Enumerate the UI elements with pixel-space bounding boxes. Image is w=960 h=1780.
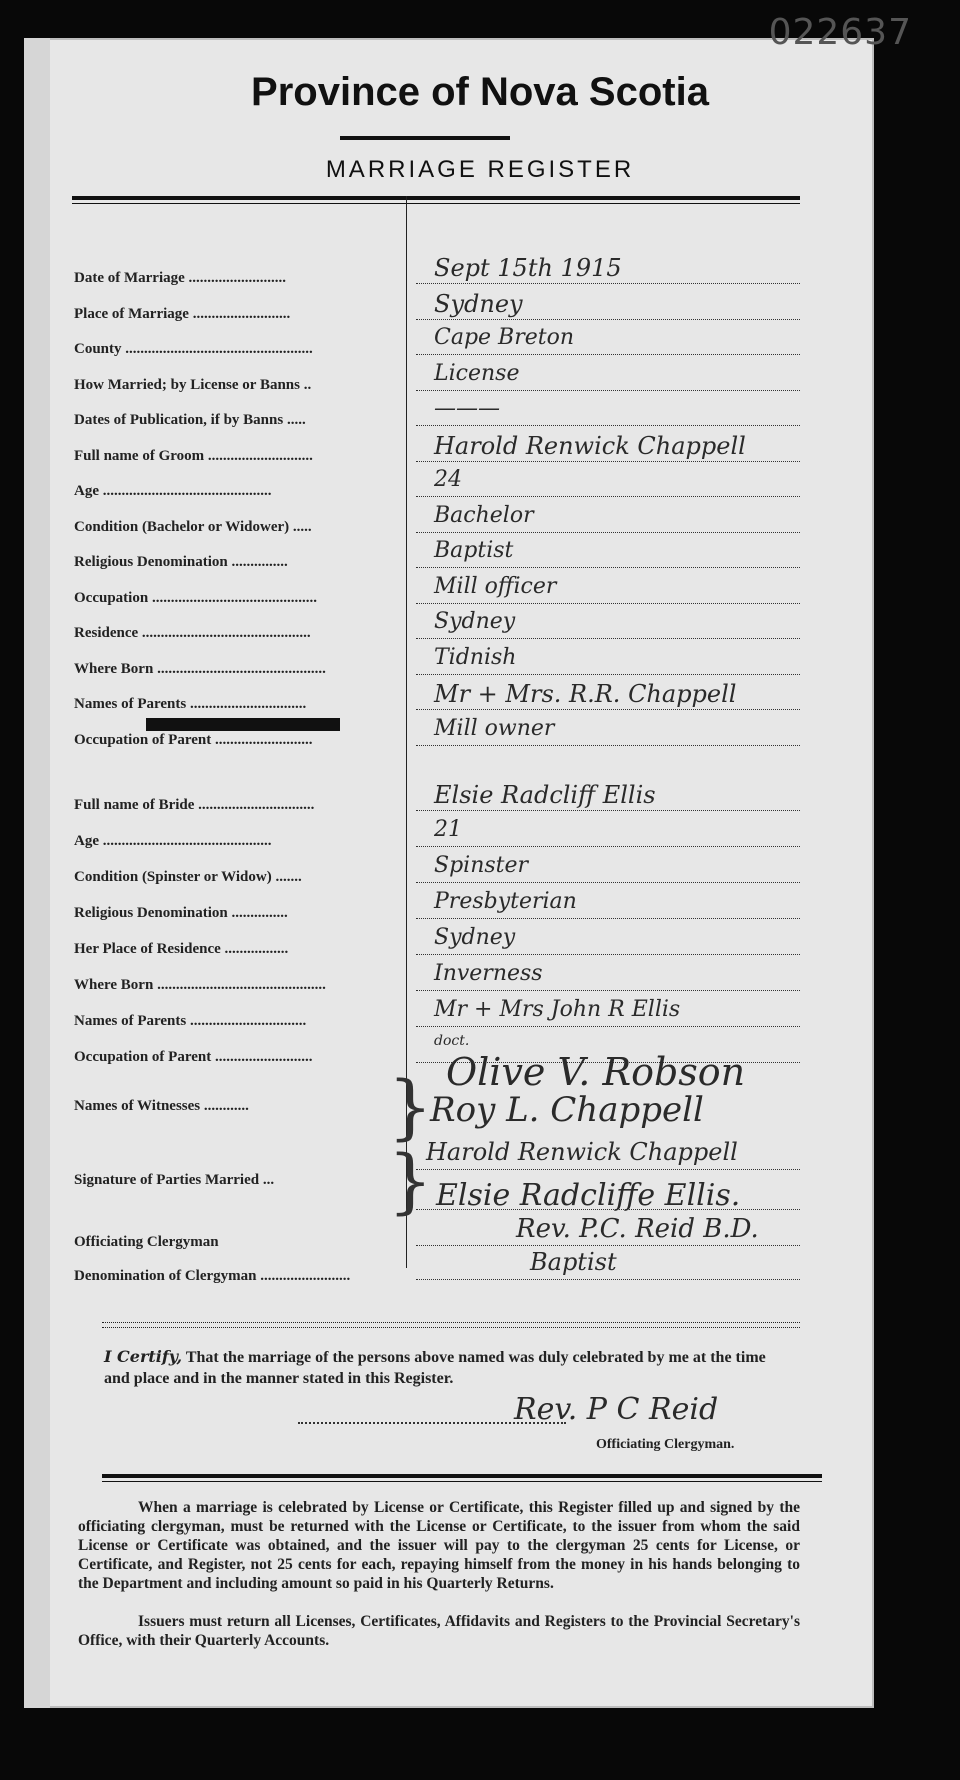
field-value-17: Presbyterian: [434, 889, 577, 914]
field-label-4: [74, 412, 404, 429]
field-label-16: [74, 869, 404, 886]
officiating-clergyman-caption: Officiating Clergyman.: [596, 1437, 735, 1452]
field-label-19: [74, 977, 404, 994]
field-label-text: Condition (Spinster or Widow): [74, 869, 272, 885]
field-dotline: [416, 353, 800, 355]
field-label-7: [74, 519, 404, 536]
field-value-4: ———: [434, 396, 500, 421]
witnesses-label: Names of Witnesses ............: [74, 1098, 249, 1114]
field-label-text: Religious Denomination: [74, 554, 228, 570]
field-label-dots: ...............: [231, 905, 288, 921]
field-value-2: Cape Breton: [434, 325, 575, 350]
field-dotline: [416, 673, 800, 675]
field-label-text: Occupation: [74, 589, 149, 606]
top-rule-thin: [72, 203, 800, 204]
field-label-14: [74, 797, 404, 814]
clergy-denomination-value: Baptist: [530, 1248, 617, 1276]
field-value-7: Bachelor: [434, 502, 534, 528]
field-label-text: Full name of Bride: [74, 797, 195, 813]
field-value-15: 21: [434, 817, 462, 842]
field-label-3: [74, 377, 404, 394]
field-label-dots: ..........................: [192, 305, 291, 322]
cert-dotted-rule-2: [102, 1327, 800, 1328]
field-label-text: Occupation of Parent: [74, 731, 212, 748]
field-label-dots: .............................................: [157, 977, 326, 993]
field-label-text: Age: [74, 483, 99, 499]
field-dotline: [416, 566, 800, 568]
field-label-text: Religious Denomination: [74, 905, 228, 921]
page-subtitle: MARRIAGE REGISTER: [325, 156, 635, 183]
field-label-dots: .............................................: [102, 833, 272, 849]
field-label-15: [74, 833, 404, 850]
field-label-13: [74, 732, 404, 749]
field-label-text: Condition (Bachelor or Widower): [74, 518, 290, 535]
parties-brace: }: [388, 1140, 433, 1222]
field-value-8: Baptist: [434, 538, 514, 563]
field-value-21: doct.: [434, 1033, 470, 1049]
groom-signature: Harold Renwick Chappell: [426, 1138, 738, 1166]
witness-2-signature: Roy L. Chappell: [430, 1090, 704, 1130]
field-dotline: [416, 744, 800, 746]
field-dotline: [416, 845, 800, 847]
field-label-18: [74, 941, 404, 958]
field-label-text: How Married; by License or Banns: [74, 376, 300, 393]
field-value-18: Sydney: [434, 925, 516, 950]
field-label-8: [74, 554, 404, 571]
field-value-13: Mill owner: [434, 715, 555, 741]
page-title: Province of Nova Scotia: [251, 70, 709, 114]
field-label-text: Her Place of Residence: [74, 941, 221, 957]
paper-edge: [24, 38, 50, 1708]
field-label-dots: ..........................: [214, 731, 313, 748]
field-dotline: [416, 809, 800, 811]
field-dotline: [416, 424, 800, 426]
field-value-10: Sydney: [434, 609, 516, 634]
parties-label: Signature of Parties Married ...: [74, 1172, 275, 1188]
cert-dotted-rule: [102, 1322, 800, 1323]
field-label-dots: ..: [303, 376, 312, 393]
field-label-dots: ..................................................: [125, 341, 313, 357]
field-label-dots: .....: [286, 412, 306, 428]
field-label-6: [74, 483, 404, 500]
clergyman-value: Rev. P.C. Reid B.D.: [516, 1214, 759, 1244]
field-label-text: Date of Marriage: [74, 270, 185, 286]
field-label-dots: ............................: [207, 447, 313, 464]
title-rule: [340, 136, 510, 140]
field-value-19: Inverness: [434, 961, 543, 986]
field-dotline: [416, 989, 800, 991]
field-label-text: County: [74, 341, 122, 357]
field-value-6: 24: [434, 467, 462, 492]
field-label-dots: .................: [224, 941, 289, 957]
field-value-9: Mill officer: [434, 573, 557, 599]
serial-number: 022637: [768, 12, 912, 53]
field-value-20: Mr + Mrs John R Ellis: [434, 997, 681, 1022]
parties-dotline-2: [416, 1208, 800, 1210]
top-rule: [72, 196, 800, 200]
field-dotline: [416, 1025, 800, 1027]
field-dotline: [416, 602, 800, 604]
field-label-9: [74, 590, 404, 607]
instructions-return-note: Issuers must return all Licenses, Certificates, Affidavits and Registers to the Provincial Secretary's Office, with their Quarterly Accounts.: [78, 1613, 800, 1649]
clergy-denomination-dotline: [416, 1278, 800, 1280]
field-label-text: Full name of Groom: [74, 447, 205, 464]
field-label-dots: ...............................: [189, 696, 307, 712]
field-value-12: Mr + Mrs. R.R. Chappell: [434, 680, 737, 708]
field-label-dots: .............................................: [141, 625, 311, 641]
field-dotline: [416, 460, 800, 462]
field-label-dots: ...............: [231, 554, 288, 570]
field-label-12: [74, 696, 404, 713]
field-label-text: Age: [74, 833, 99, 849]
field-label-text: Where Born: [74, 660, 154, 677]
field-label-dots: ...............................: [189, 1013, 307, 1029]
instructions-paragraph: When a marriage is celebrated by License or Certificate, this Register filled up and signed by the officiating clergyman, must be returned with the License or Certificate, to the issuer from whom the said License or Certificate was obtained, and the issuer will pay to the clergyman 25 cents for License, or Certificate, and Register, not 25 cents for each, repaying himself from the money in his hands belonging to the Department and including amount so paid in his Quarterly Returns.: [78, 1499, 800, 1592]
field-label-17: [74, 905, 404, 922]
field-dotline: [416, 708, 800, 710]
parties-dotline-1: [416, 1168, 800, 1170]
field-label-dots: ..........................: [214, 1049, 313, 1065]
field-value-0: Sept 15th 1915: [434, 254, 622, 282]
field-label-text: Names of Parents: [74, 696, 187, 712]
field-value-11: Tidnish: [434, 644, 517, 670]
field-label-21: [74, 1049, 404, 1066]
witnesses-brace: }: [388, 1066, 433, 1148]
field-label-text: Dates of Publication, if by Banns: [74, 412, 284, 428]
field-label-10: [74, 625, 404, 642]
bride-signature: Elsie Radcliffe Ellis.: [436, 1178, 741, 1213]
field-label-text: Where Born: [74, 977, 154, 993]
field-dotline: [416, 389, 800, 391]
field-label-dots: ...............................: [198, 797, 315, 813]
field-label-1: [74, 306, 404, 323]
field-value-14: Elsie Radcliff Ellis: [434, 781, 656, 809]
field-label-dots: .......: [275, 869, 302, 885]
field-label-0: [74, 270, 404, 287]
field-value-5: Harold Renwick Chappell: [434, 431, 746, 460]
field-value-1: Sydney: [434, 289, 523, 318]
field-value-16: Spinster: [434, 853, 529, 878]
certification-text: I Certify, That the marriage of the persons above named was duly celebrated by me at the time and place and in the manner stated in this Register.: [104, 1347, 766, 1387]
field-dotline: [416, 531, 800, 533]
field-dotline: [416, 495, 800, 497]
field-dotline: [416, 881, 800, 883]
field-dotline: [416, 637, 800, 639]
clergyman-label: Officiating Clergyman: [74, 1234, 219, 1250]
witness-1-signature: Olive V. Robson: [446, 1050, 746, 1094]
field-label-dots: .....: [292, 518, 312, 535]
field-label-dots: ............................................: [151, 589, 317, 606]
field-label-text: Names of Parents: [74, 1013, 187, 1029]
field-value-3: License: [434, 360, 520, 386]
field-label-text: Place of Marriage: [74, 305, 189, 322]
field-label-2: [74, 341, 404, 358]
clergy-denomination-label: Denomination of Clergyman ........................: [74, 1268, 351, 1284]
field-dotline: [416, 282, 800, 284]
clergyman-dotline: [416, 1244, 800, 1246]
certifier-signature: Rev. P C Reid: [514, 1392, 719, 1427]
field-label-text: Occupation of Parent: [74, 1049, 212, 1065]
field-label-dots: .............................................: [157, 660, 326, 677]
field-dotline: [416, 318, 800, 320]
field-label-5: [74, 448, 404, 465]
field-label-11: [74, 661, 404, 678]
lower-rule: [102, 1474, 822, 1478]
field-label-text: Residence: [74, 625, 139, 641]
field-label-dots: ..........................: [188, 270, 287, 286]
field-label-dots: .............................................: [102, 483, 272, 499]
lower-rule-thin: [102, 1481, 822, 1482]
section-separator: [146, 718, 340, 731]
field-label-20: [74, 1013, 404, 1030]
field-dotline: [416, 953, 800, 955]
field-dotline: [416, 917, 800, 919]
